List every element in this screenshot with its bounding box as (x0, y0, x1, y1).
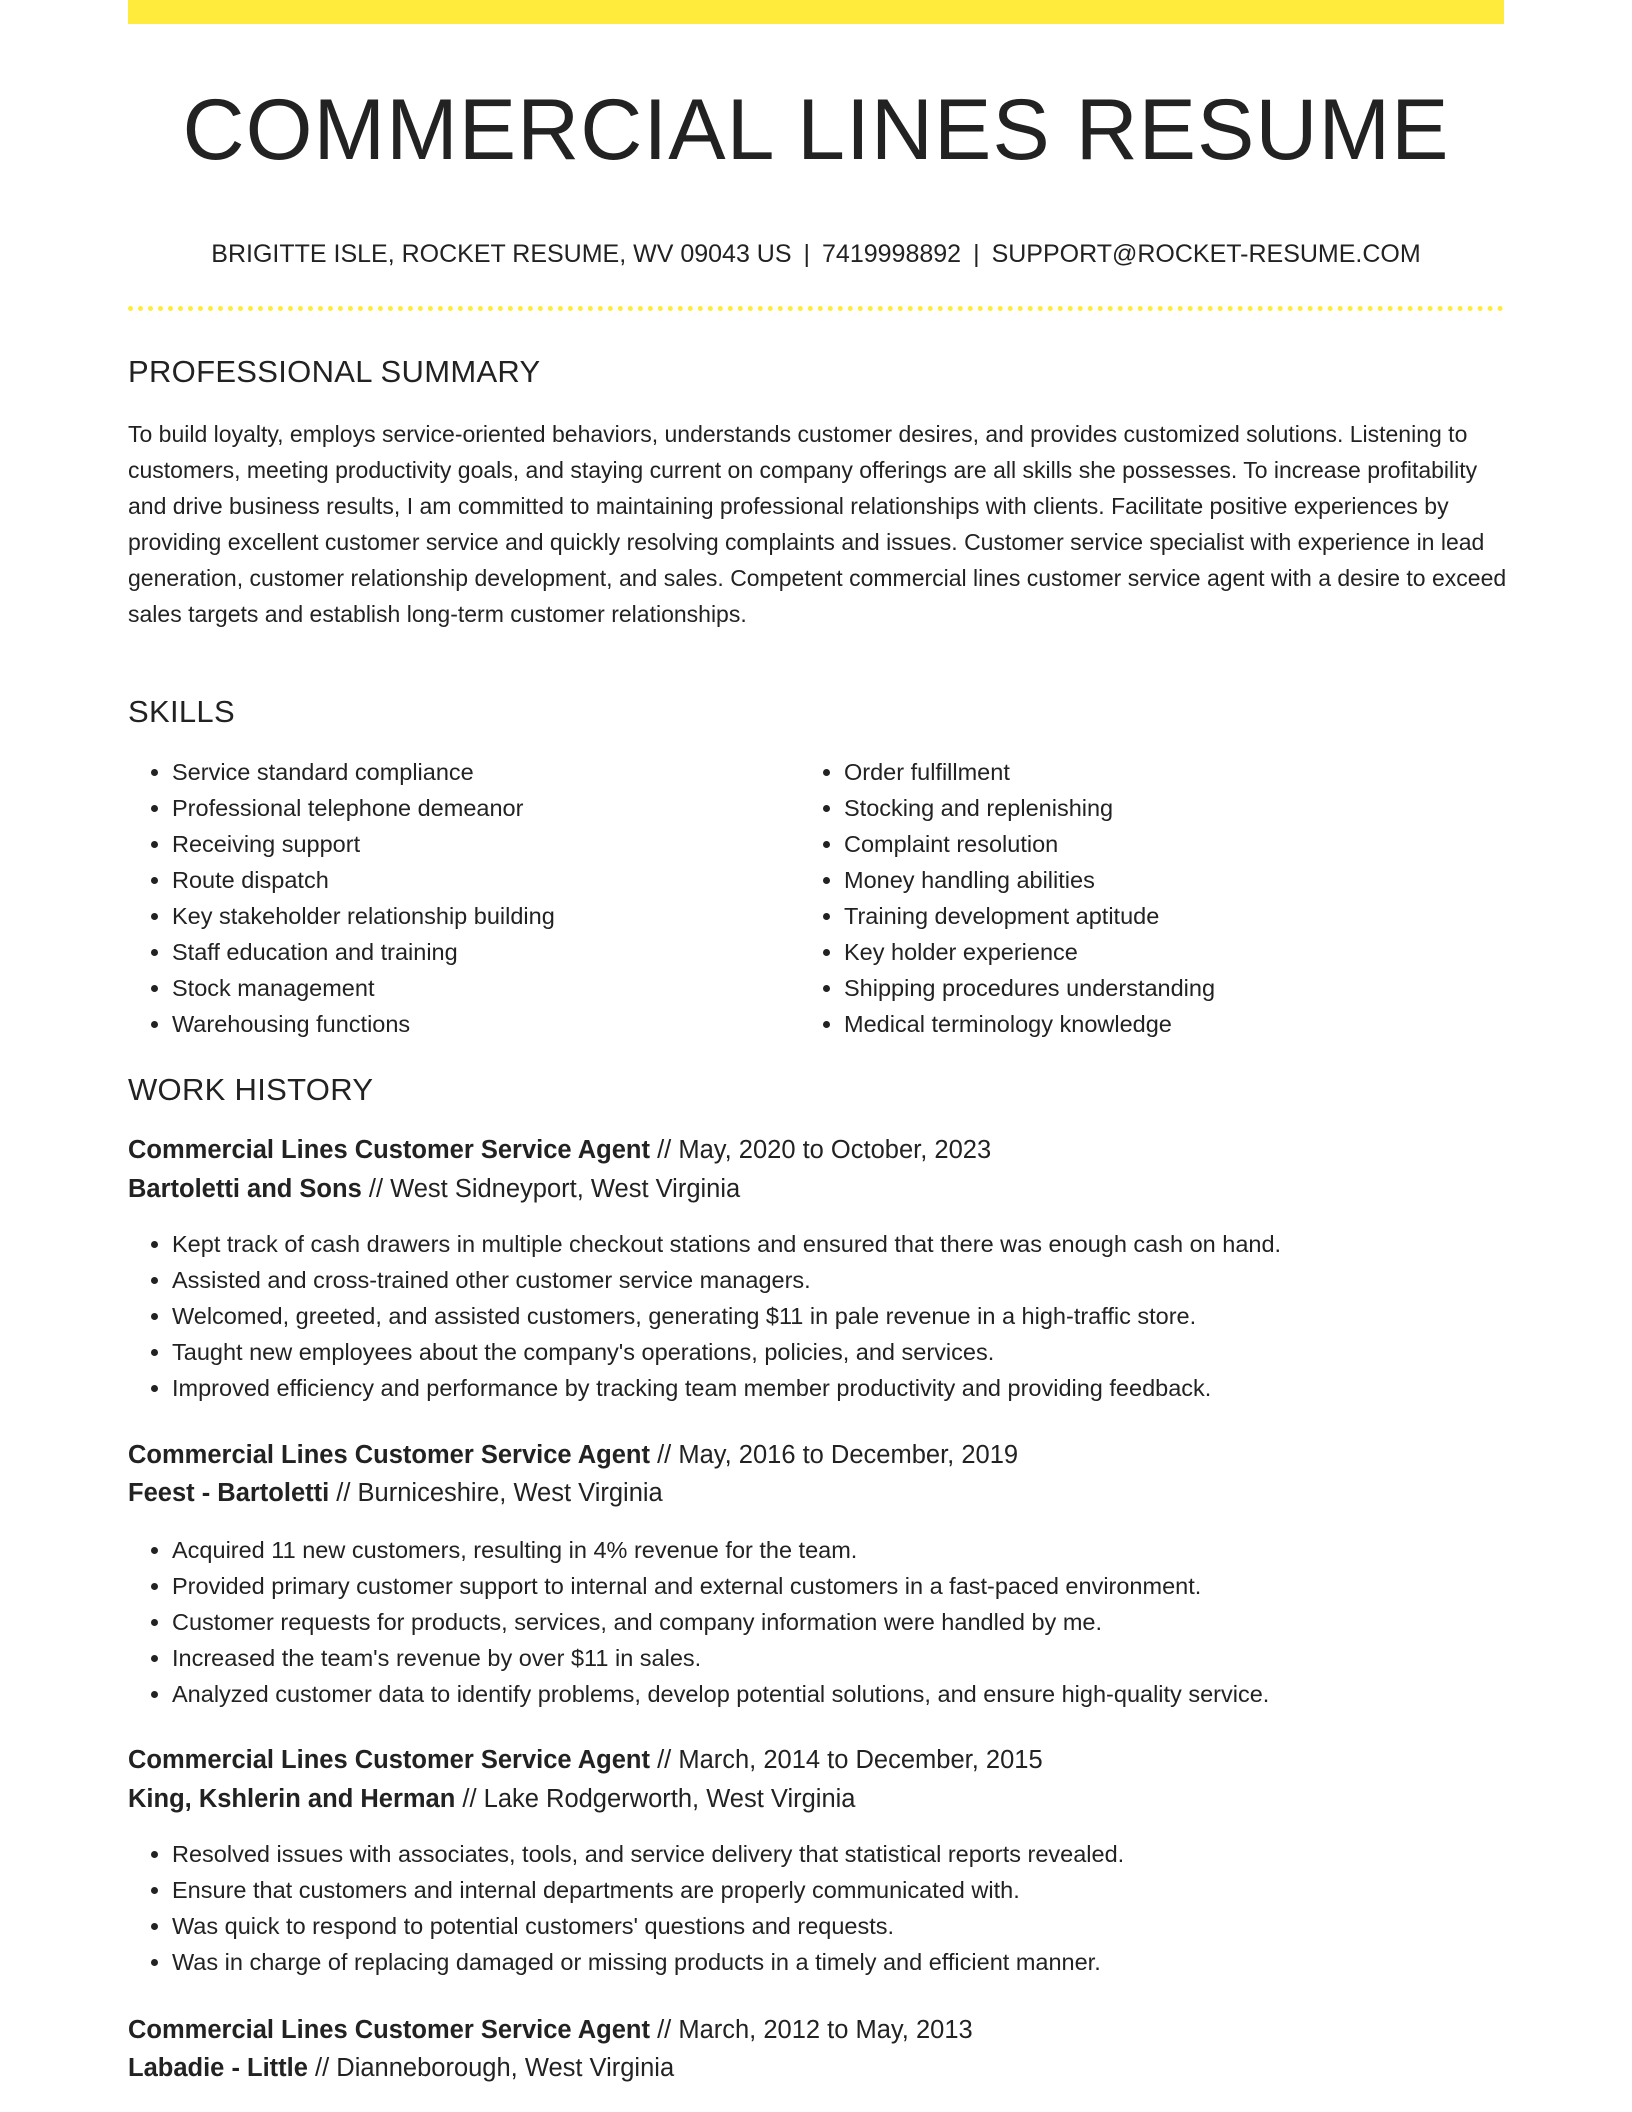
work-history-heading: WORK HISTORY (128, 1072, 374, 1107)
duty-item: • Increased the team's revenue by over $11 in sales. (172, 1640, 1532, 1676)
resume-title: COMMERCIAL LINES RESUME (182, 82, 1450, 178)
skill-item: • Warehousing functions (172, 1006, 772, 1042)
skill-item: • Stocking and replenishing (844, 790, 1494, 826)
contact-email: SUPPORT@ROCKET-RESUME.COM (991, 240, 1421, 268)
job-company-line (128, 1780, 855, 1818)
duty-item: • Resolved issues with associates, tools, and service delivery that statistical reports revealed. (172, 1836, 1532, 1872)
skill-item: • Training development aptitude (844, 898, 1494, 934)
duty-item: • Analyzed customer data to identify problems, develop potential solutions, and ensure high-quality service. (172, 1676, 1532, 1712)
job-location: // Burniceshire, West Virginia (329, 1479, 663, 1507)
duty-item: • Assisted and cross-trained other customer service managers. (172, 1262, 1532, 1298)
skill-item: • Professional telephone demeanor (172, 790, 772, 826)
job-title-line (128, 1131, 991, 1169)
skill-item: • Money handling abilities (844, 862, 1494, 898)
duty-item: • Customer requests for products, services, and company information were handled by me. (172, 1604, 1532, 1640)
skills-list-right (800, 754, 1494, 1042)
dotted-divider (128, 306, 1504, 311)
duty-item: • Was in charge of replacing damaged or missing products in a timely and efficient manner. (172, 1944, 1532, 1980)
duty-item: • Was quick to respond to potential customers' questions and requests. (172, 1908, 1532, 1944)
job-location: // Dianneborough, West Virginia (307, 2054, 675, 2082)
contact-phone: 7419998892 (822, 240, 962, 268)
job-dates: // March, 2014 to December, 2015 (649, 1746, 1043, 1774)
duty-item: • Ensure that customers and internal departments are properly communicated with. (172, 1872, 1532, 1908)
duty-item: • Acquired 11 new customers, resulting in 4% revenue for the team. (172, 1532, 1532, 1568)
contact-line (128, 236, 1504, 272)
accent-top-bar (128, 0, 1504, 24)
contact-address: BRIGITTE ISLE, ROCKET RESUME, WV 09043 US (211, 240, 792, 268)
job-company: Labadie - Little (128, 2054, 308, 2082)
job-company: King, Kshlerin and Herman (128, 1785, 456, 1813)
job-title: Commercial Lines Customer Service Agent (128, 1136, 650, 1164)
job-title-line (128, 1741, 1043, 1779)
job-company: Bartoletti and Sons (128, 1175, 362, 1203)
skills-heading: SKILLS (128, 694, 235, 729)
skill-item: • Receiving support (172, 826, 772, 862)
skill-item: • Medical terminology knowledge (844, 1006, 1494, 1042)
job-company-line (128, 1474, 663, 1512)
duty-item: • Welcomed, greeted, and assisted customers, generating $11 in pale revenue in a high-traffic store. (172, 1298, 1532, 1334)
skill-item: • Route dispatch (172, 862, 772, 898)
job-title: Commercial Lines Customer Service Agent (128, 2016, 650, 2044)
contact-separator: | (803, 240, 811, 268)
contact-separator: | (973, 240, 980, 268)
skill-item: • Shipping procedures understanding (844, 970, 1494, 1006)
skill-item: • Complaint resolution (844, 826, 1494, 862)
job-company-line (128, 1170, 740, 1208)
job-location: // West Sidneyport, West Virginia (361, 1175, 741, 1203)
job-duties-list (128, 1532, 1532, 1712)
job-dates: // March, 2012 to May, 2013 (649, 2016, 973, 2044)
duty-item: • Taught new employees about the company's operations, policies, and services. (172, 1334, 1532, 1370)
job-dates: // May, 2020 to October, 2023 (649, 1136, 992, 1164)
job-title: Commercial Lines Customer Service Agent (128, 1746, 650, 1774)
job-duties-list (128, 1836, 1532, 1980)
duty-item: • Improved efficiency and performance by tracking team member productivity and providing feedback. (172, 1370, 1532, 1406)
job-title-line (128, 2011, 973, 2049)
summary-text: To build loyalty, employs service-oriented behaviors, understands customer desires, and provides customized solutions. Listening to customers, meeting productivity goals, and staying current on company offerings are all skills she possesses. To increase profitability and drive business results, I am committed to maintaining professional relationships with clients. Facilitate positive experiences by providing excellent customer service and quickly resolving complaints and issues. Customer service specialist with experience in lead generation, customer relationship development, and sales. Competent commercial lines customer service agent with a desire to exceed sales targets and establish long-term customer relationships. (128, 421, 1507, 627)
job-company: Feest - Bartoletti (128, 1479, 330, 1507)
job-dates: // May, 2016 to December, 2019 (649, 1441, 1019, 1469)
job-duties-list (128, 1226, 1532, 1406)
job-title-line (128, 1436, 1018, 1474)
skill-item: • Key stakeholder relationship building (172, 898, 772, 934)
skill-item: • Staff education and training (172, 934, 772, 970)
job-location: // Lake Rodgerworth, West Virginia (455, 1785, 856, 1813)
skill-item: • Service standard compliance (172, 754, 772, 790)
skill-item: • Stock management (172, 970, 772, 1006)
duty-item: • Provided primary customer support to internal and external customers in a fast-paced environment. (172, 1568, 1532, 1604)
duty-item: • Kept track of cash drawers in multiple checkout stations and ensured that there was enough cash on hand. (172, 1226, 1532, 1262)
job-title: Commercial Lines Customer Service Agent (128, 1441, 650, 1469)
skills-list-left (128, 754, 772, 1042)
summary-heading: PROFESSIONAL SUMMARY (128, 354, 541, 389)
job-company-line (128, 2049, 674, 2087)
skill-item: • Key holder experience (844, 934, 1494, 970)
skill-item: • Order fulfillment (844, 754, 1494, 790)
